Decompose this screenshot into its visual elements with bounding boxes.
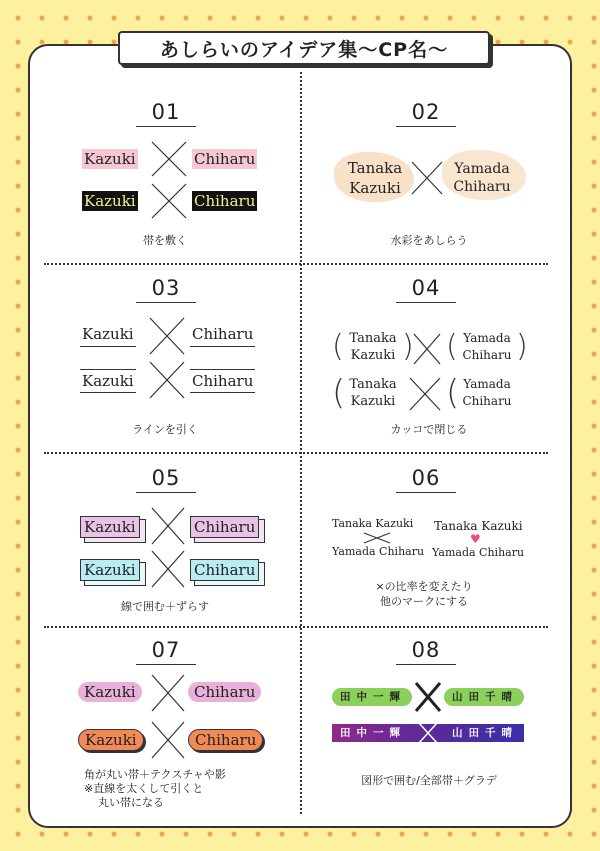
open-paren: (	[446, 373, 460, 413]
name-b-pink-band: Chiharu	[194, 150, 256, 168]
given-name: Chiharu	[462, 394, 512, 408]
section-caption-line1: ×の比率を変えたり	[375, 580, 473, 593]
name-b-kanji: 山田千晴	[452, 691, 518, 703]
cross-mark	[414, 334, 440, 364]
section-number: 05	[136, 466, 196, 493]
name-b-offset-box: Chiharu	[190, 516, 259, 538]
section-caption: ラインを引く	[132, 423, 198, 436]
first-name: Tanaka	[349, 377, 397, 392]
cross-mark	[152, 184, 186, 218]
name-b-stack	[446, 160, 518, 196]
name-b-small: Yamada Chiharu	[332, 545, 425, 558]
cross-mark	[152, 508, 184, 544]
white-cross-mark	[418, 722, 438, 744]
flat-cross-mark	[364, 533, 390, 543]
heart-icon: ♥	[470, 532, 481, 546]
open-paren: (	[332, 373, 346, 413]
section-number: 03	[136, 276, 196, 303]
name-a-double-lined: Kazuki	[80, 369, 136, 393]
name-b-small: Yamada Chiharu	[432, 546, 525, 559]
section-number: 04	[396, 276, 456, 303]
given-name: Chiharu	[453, 179, 511, 195]
name-b-double-lined: Chiharu	[190, 369, 255, 393]
bold-cross-mark	[416, 683, 440, 711]
given-name: Kazuki	[349, 179, 401, 197]
section-caption-line2: 他のマークにする	[380, 595, 468, 608]
name-b-rounded-band: Chiharu	[188, 682, 261, 702]
cross-mark	[152, 142, 186, 176]
page-title: あしらいのアイデア集〜CP名〜	[118, 31, 490, 65]
section-caption-line2: ※直線を太くして引くと	[84, 782, 204, 795]
name-a-small: Tanaka Kazuki	[434, 519, 523, 533]
first-name: Tanaka	[347, 159, 403, 177]
name-a-rounded-band-shadow: Kazuki	[78, 729, 144, 751]
name-a-stack	[342, 330, 404, 364]
cross-mark	[150, 318, 184, 354]
row-divider-1	[44, 263, 548, 265]
name-a-underlined: Kazuki	[80, 324, 136, 347]
first-name: Yamada	[463, 331, 511, 345]
given-name: Chiharu	[462, 348, 512, 362]
name-b-offset-box: Chiharu	[190, 559, 259, 581]
vertical-divider	[300, 72, 302, 814]
section-caption: 水彩をあしらう	[390, 234, 468, 247]
section-number: 08	[396, 638, 456, 665]
first-name: Yamada	[454, 161, 510, 177]
section-number: 07	[136, 638, 196, 665]
given-name: Kazuki	[350, 348, 396, 363]
cross-mark	[152, 722, 184, 758]
name-a-stack	[340, 158, 410, 198]
row-divider-2	[44, 452, 548, 454]
given-name: Kazuki	[350, 394, 396, 409]
first-name: Tanaka	[349, 331, 397, 346]
name-a-kanji-white: 田中一輝	[340, 727, 406, 739]
section-caption: 線で囲む＋ずらす	[121, 600, 209, 613]
close-paren: )	[516, 329, 528, 364]
name-a-rounded-band: Kazuki	[78, 682, 142, 702]
row-divider-3	[44, 626, 548, 628]
name-b-rounded-band-shadow: Chiharu	[188, 729, 263, 751]
section-number: 06	[396, 466, 456, 493]
name-b-kanji-white: 山田千晴	[452, 727, 518, 739]
name-a-offset-box: Kazuki	[80, 559, 140, 581]
open-paren: (	[446, 329, 458, 364]
cross-mark	[152, 675, 184, 711]
section-caption: カッコで閉じる	[390, 423, 468, 436]
cross-mark	[150, 362, 184, 398]
name-a-black-band: Kazuki	[84, 192, 136, 210]
name-b-stack	[456, 330, 518, 364]
name-a-kanji: 田中一輝	[340, 691, 406, 703]
name-a-small: Tanaka Kazuki	[332, 517, 414, 530]
name-b-underlined: Chiharu	[190, 324, 255, 347]
name-b-stack	[456, 376, 518, 410]
open-paren: (	[332, 329, 344, 364]
cross-mark	[410, 378, 440, 410]
section-number: 02	[396, 100, 456, 127]
cross-mark	[412, 162, 442, 194]
name-a-offset-box: Kazuki	[80, 516, 140, 538]
name-a-stack	[342, 376, 404, 410]
section-caption-line1: 角が丸い帯＋テクスチャや影	[84, 768, 226, 781]
first-name: Yamada	[463, 377, 511, 391]
cross-mark	[152, 551, 184, 587]
name-b-black-band: Chiharu	[194, 192, 256, 210]
section-caption: 図形で囲む/全部帯＋グラデ	[361, 774, 497, 787]
section-number: 01	[136, 100, 196, 127]
close-paren: )	[402, 329, 414, 364]
name-a-pink-band: Kazuki	[84, 150, 136, 168]
section-caption: 帯を敷く	[143, 234, 187, 247]
section-caption-line3: 丸い帯になる	[98, 796, 164, 809]
